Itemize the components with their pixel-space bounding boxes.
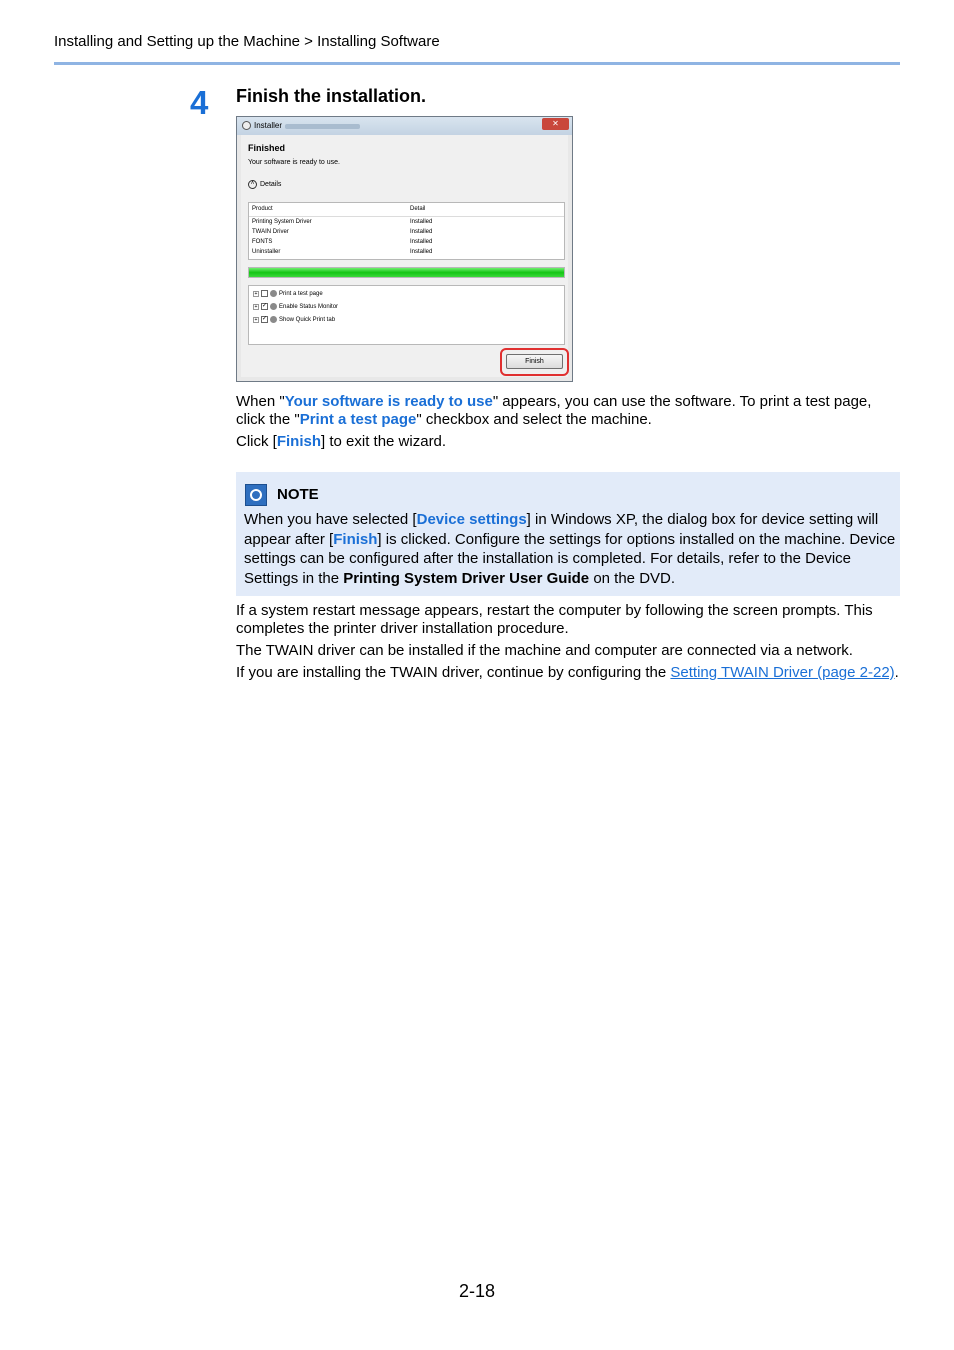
option-print-test-page[interactable] [253, 290, 323, 297]
step-title: Finish the installation. [236, 86, 427, 106]
paragraph-twain-network: The TWAIN driver can be installed if the machine and computer are connected via a network. [236, 642, 853, 659]
expand-icon[interactable]: + [254, 316, 258, 323]
text: . [894, 664, 899, 681]
note-icon [245, 484, 267, 506]
text: " appears, you can use the software. To print a test page, click the " [236, 393, 872, 428]
gear-icon [270, 316, 277, 323]
paragraph-click-finish [236, 433, 900, 451]
table-cell-detail: Installed [410, 239, 433, 245]
paragraph-ready [236, 393, 900, 429]
window-titlebar [237, 117, 572, 135]
column-header-detail: Detail [410, 206, 426, 212]
expand-icon[interactable]: + [254, 303, 258, 310]
ui-term-finish: Finish [333, 530, 378, 548]
table-header [249, 203, 564, 217]
table-cell-product: TWAIN Driver [252, 229, 289, 235]
text: Click [ [236, 433, 277, 450]
note-box [236, 472, 900, 596]
text: ] to exit the wizard. [321, 433, 447, 450]
text: ] is clicked. Configure the settings for options installed on the machine. Device settings can be configured after the installation is completed. For details, refer to the Device Settings in the [244, 530, 896, 587]
expand-icon[interactable]: + [254, 290, 258, 297]
gear-icon [270, 303, 277, 310]
option-enable-status-monitor[interactable] [253, 303, 338, 310]
guide-name: Printing System Driver User Guide [343, 569, 590, 587]
text: When you have selected [ [244, 511, 417, 528]
table-cell-product: Uninstaller [252, 249, 281, 255]
finished-heading: Finished [248, 143, 286, 153]
ui-term-ready: Your software is ready to use [284, 393, 493, 410]
gear-icon [270, 290, 277, 297]
page-number: 2-18 [458, 1281, 496, 1301]
note-text [244, 510, 896, 588]
text: on the DVD. [589, 569, 676, 587]
ui-term-finish: Finish [276, 433, 322, 450]
text: " checkbox and select the machine. [416, 411, 652, 428]
table-cell-product: Printing System Driver [252, 219, 312, 225]
paragraph-restart: If a system restart message appears, restart the computer by following the screen prompts. This completes the printer driver installation procedure. [236, 602, 873, 637]
checkbox-enable-status-monitor[interactable]: ✓ [262, 303, 268, 309]
paragraph-twain-continue [236, 664, 900, 682]
blurred-title-text [285, 124, 360, 129]
ui-term-print-test-page: Print a test page [299, 411, 417, 428]
details-label: Details [260, 181, 282, 188]
installer-screenshot [236, 116, 573, 382]
option-label: Show Quick Print tab [279, 316, 336, 323]
checkbox-print-test-page[interactable] [261, 290, 268, 297]
setting-twain-driver-link[interactable]: Setting TWAIN Driver (page 2-22) [670, 664, 895, 681]
option-show-quick-print-tab[interactable] [253, 316, 335, 323]
window-title: Installer [254, 121, 283, 130]
table-cell-product: FONTS [252, 239, 273, 245]
text: ] in Windows XP, the dialog box for device setting will appear after [ [244, 511, 879, 548]
table-cell-detail: Installed [410, 229, 433, 235]
window-body [241, 135, 568, 377]
ui-term-device-settings: Device settings [416, 511, 527, 528]
ready-message: Your software is ready to use. [248, 159, 340, 166]
finish-button[interactable]: Finish [506, 354, 563, 369]
checkbox-show-quick-print-tab[interactable]: ✓ [262, 316, 268, 322]
details-toggle[interactable] [248, 180, 281, 189]
step-number: 4 [190, 84, 209, 121]
header-rule [54, 62, 900, 65]
installer-icon [242, 121, 251, 130]
product-table [248, 202, 565, 260]
options-list [248, 285, 565, 345]
close-icon[interactable]: ✕ [542, 118, 569, 130]
progress-bar [248, 267, 565, 278]
option-label: Enable Status Monitor [279, 303, 339, 310]
table-cell-detail: Installed [410, 219, 433, 225]
progress-fill [249, 268, 564, 277]
note-label: NOTE [277, 486, 319, 503]
text: If you are installing the TWAIN driver, continue by configuring the [236, 664, 671, 681]
chevron-up-icon: ˄ [248, 180, 257, 189]
breadcrumb: Installing and Setting up the Machine > Installing Software [54, 33, 440, 50]
option-label: Print a test page [279, 290, 323, 297]
column-header-product: Product [252, 206, 273, 212]
table-cell-detail: Installed [410, 249, 433, 255]
text: When " [236, 393, 285, 410]
